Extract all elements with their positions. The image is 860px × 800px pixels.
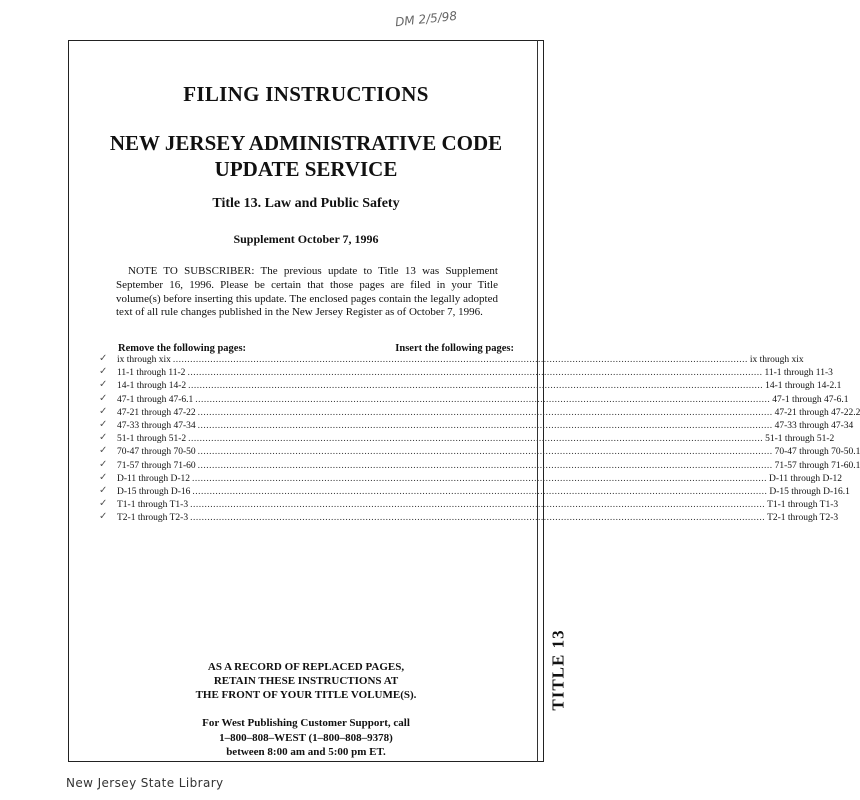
page-row bbox=[117, 420, 854, 434]
leader-dots: ........................................................................................................................................................................................................ bbox=[197, 447, 773, 458]
page-row bbox=[117, 447, 860, 460]
page-row bbox=[117, 434, 835, 447]
remove-pages: D-11 through D-12 bbox=[117, 473, 190, 484]
support-line: 1–800–808–WEST (1–800–808–9378) bbox=[219, 731, 393, 744]
remove-pages: 51-1 through 51-2 bbox=[117, 434, 187, 445]
library-stamp: New Jersey State Library bbox=[66, 776, 224, 790]
supplement-date: Supplement October 7, 1996 bbox=[233, 232, 379, 246]
leader-dots: ........................................................................................................................................................................................................ bbox=[192, 486, 768, 497]
leader-dots: ........................................................................................................................................................................................................ bbox=[188, 381, 764, 392]
leader-dots: ........................................................................................................................................................................................................ bbox=[197, 407, 773, 418]
remove-pages: 47-21 through 47-22 bbox=[117, 407, 196, 418]
remove-pages: D-15 through D-16 bbox=[117, 486, 191, 497]
remove-pages: 47-1 through 47-6.1 bbox=[117, 394, 194, 405]
record-line: RETAIN THESE INSTRUCTIONS AT bbox=[213, 675, 399, 687]
record-line: THE FRONT OF YOUR TITLE VOLUME(S). bbox=[195, 689, 417, 701]
record-notice bbox=[68, 660, 544, 702]
page-row bbox=[117, 486, 850, 500]
title-line: Title 13. Law and Public Safety bbox=[212, 196, 400, 211]
leader-dots: ........................................................................................................................................................................................................ bbox=[187, 368, 763, 379]
support-line: between 8:00 am and 5:00 pm ET. bbox=[226, 746, 386, 758]
leader-dots: ........................................................................................................................................................................................................ bbox=[192, 473, 767, 484]
insert-pages: 71-57 through 71-60.1 bbox=[774, 460, 860, 471]
insert-pages: T1-1 through T1-3 bbox=[767, 500, 839, 511]
title-tab bbox=[537, 620, 581, 720]
insert-pages: D-15 through D-16.1 bbox=[769, 486, 850, 497]
handwritten-note: DM 2/5/98 bbox=[394, 8, 458, 30]
code-title bbox=[68, 130, 544, 182]
leader-dots: ........................................................................................................................................................................................................ bbox=[188, 434, 764, 445]
support-line: For West Publishing Customer Support, call bbox=[202, 717, 410, 729]
insert-pages: 11-1 through 11-3 bbox=[764, 368, 833, 379]
code-title-line: UPDATE SERVICE bbox=[214, 157, 398, 181]
leader-dots: ........................................................................................................................................................................................................ bbox=[190, 513, 766, 524]
insert-pages: ix through xix bbox=[749, 355, 804, 365]
leader-dots: ........................................................................................................................................................................................................ bbox=[197, 420, 773, 431]
check-marks: ✓ ✓ ✓ ✓ ✓ ✓ ✓ ✓ ✓ ✓ ✓ ✓ ✓ bbox=[99, 353, 108, 523]
insert-pages: 47-1 through 47-6.1 bbox=[772, 394, 849, 405]
page-row bbox=[117, 355, 804, 368]
page-row bbox=[117, 394, 849, 408]
leader-dots: ........................................................................................................................................................................................................ bbox=[195, 394, 771, 405]
insert-pages: 51-1 through 51-2 bbox=[765, 434, 835, 445]
page-list-header bbox=[118, 343, 514, 354]
page-row bbox=[117, 473, 842, 487]
insert-pages: 47-33 through 47-34 bbox=[774, 420, 854, 431]
tab-label: TITLE 13 bbox=[549, 629, 569, 711]
insert-pages: 14-1 through 14-2.1 bbox=[765, 381, 842, 392]
remove-pages: 70-47 through 70-50 bbox=[117, 447, 196, 458]
code-title-line: NEW JERSEY ADMINISTRATIVE CODE bbox=[109, 131, 503, 155]
remove-pages: 47-33 through 47-34 bbox=[117, 420, 196, 431]
page-row bbox=[117, 368, 833, 381]
page-row bbox=[117, 500, 839, 513]
page-row bbox=[117, 407, 860, 421]
remove-pages: T1-1 through T1-3 bbox=[117, 500, 189, 511]
insert-pages: D-11 through D-12 bbox=[769, 473, 842, 484]
heading: FILING INSTRUCTIONS bbox=[183, 82, 429, 106]
remove-header: Remove the following pages: bbox=[118, 343, 247, 354]
leader-dots: ........................................................................................................................................................................................................ bbox=[190, 500, 766, 511]
insert-pages: 47-21 through 47-22.2 bbox=[774, 407, 860, 418]
page-list bbox=[117, 355, 860, 526]
customer-support bbox=[68, 716, 544, 760]
insert-pages: 70-47 through 70-50.1 bbox=[774, 447, 860, 458]
leader-dots: ........................................................................................................................................................................................................ bbox=[172, 355, 748, 365]
remove-pages: 11-1 through 11-2 bbox=[117, 368, 186, 379]
leader-dots: ........................................................................................................................................................................................................ bbox=[197, 460, 773, 471]
record-line: AS A RECORD OF REPLACED PAGES, bbox=[207, 661, 405, 673]
note-to-subscriber: NOTE TO SUBSCRIBER: The previous update to Title 13 was Supplement September 16, 1996. Please be certain that those pages are filed in your Title volume(s) before inserting this update. The enclosed pages contain the legally adopted text of all rule changes published in the New Jersey Register as of October 7, 1996. bbox=[116, 265, 498, 319]
insert-header: Insert the following pages: bbox=[395, 343, 514, 354]
remove-pages: ix through xix bbox=[117, 355, 171, 365]
remove-pages: 14-1 through 14-2 bbox=[117, 381, 187, 392]
page-row bbox=[117, 513, 839, 526]
remove-pages: 71-57 through 71-60 bbox=[117, 460, 196, 471]
page-row bbox=[117, 381, 842, 394]
remove-pages: T2-1 through T2-3 bbox=[117, 513, 189, 524]
insert-pages: T2-1 through T2-3 bbox=[767, 513, 839, 524]
page-row bbox=[117, 460, 860, 474]
